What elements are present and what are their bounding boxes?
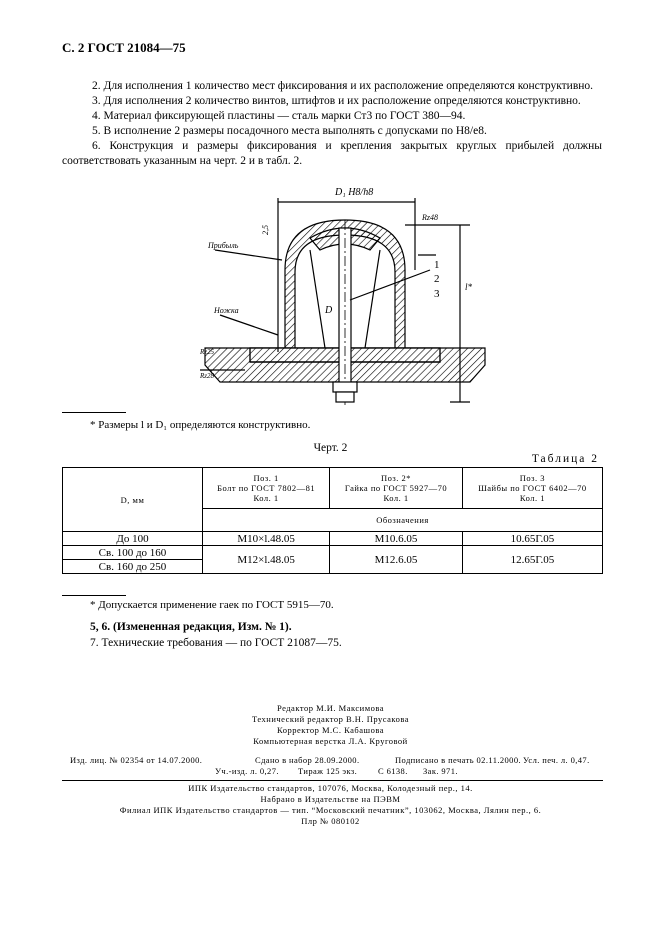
imprint-tech-editor: Технический редактор В.Н. Прусакова — [252, 714, 409, 724]
nut — [333, 382, 357, 392]
footer-plr: Плр № 080102 — [301, 816, 360, 826]
footer-typeset: Набрано в Издательстве на ПЭВМ — [260, 794, 401, 804]
note-edit: 5, 6. (Измененная редакция, Изм. № 1). — [90, 621, 292, 633]
designation-header: Обозначения — [203, 509, 603, 532]
footnote-2: * Допускается применение гаек по ГОСТ 5915—70. — [90, 599, 334, 611]
dim-rz48: Rz48 — [422, 213, 438, 222]
footer-rule — [62, 780, 603, 781]
row-c1-2: М12×l.48.05 — [203, 546, 330, 574]
technical-drawing — [190, 180, 490, 410]
washer — [336, 392, 354, 402]
note-7: 7. Технические требования — по ГОСТ 21087—75. — [90, 637, 342, 649]
paragraphs — [62, 79, 602, 169]
figure-caption: Черт. 2 — [313, 442, 348, 454]
dim-d: D — [325, 305, 333, 316]
footnote-rule — [62, 412, 126, 413]
row-c1-1: М10×l.48.05 — [203, 532, 330, 546]
pos-3: 3 — [434, 288, 440, 300]
dim-r25: 2,5 — [261, 225, 270, 235]
row-d-1: До 100 — [63, 532, 203, 546]
page-header: С. 2 ГОСТ 21084—75 — [62, 40, 186, 55]
col-header-3: Поз. 3 Шайбы по ГОСТ 6402—70 Кол. 1 — [462, 468, 602, 509]
pub-signed: Подписано в печать 02.11.2000. — [395, 755, 521, 765]
pos-1: 1 — [434, 259, 440, 271]
dim-rz28: Rz28 — [200, 372, 214, 380]
table-title: Таблица 2 — [531, 453, 599, 465]
pub-typeset: Сдано в набор 28.09.2000. — [255, 755, 360, 765]
paragraph-3: 3. Для исполнения 2 количество винтов, штифтов и их расположение определяются конструктивно. — [92, 95, 581, 107]
row-d-3: Св. 160 до 250 — [63, 560, 203, 574]
pub-run: Тираж 125 экз. — [298, 766, 358, 776]
paragraph-6: 6. Конструкция и размеры фиксирования и крепления закрытых круглых прибылей должны соответствовать указанным на черт. 2 и в табл. 2. — [62, 140, 602, 167]
col-header-2: Поз. 2* Гайка по ГОСТ 5927—70 Кол. 1 — [330, 468, 463, 509]
col-header-d: D, мм — [63, 468, 203, 532]
cone-line-left — [310, 250, 325, 348]
imprint-layout: Компьютерная верстка Л.А. Круговой — [253, 736, 408, 746]
label-nozhka: Ножка — [214, 306, 239, 315]
row-c3-2: 12.65Г.05 — [462, 546, 602, 574]
pub-edit-sheets: Уч.-изд. л. 0,27. — [215, 766, 279, 776]
table-2 — [62, 467, 603, 574]
imprint-corrector: Корректор М.С. Кабашова — [276, 725, 384, 735]
cone-line-right — [365, 250, 380, 348]
pub-order: Зак. 971. — [423, 766, 458, 776]
row-c2-2: М12.6.05 — [330, 546, 463, 574]
col-header-1: Поз. 1 Болт по ГОСТ 7802—81 Кол. 1 — [203, 468, 330, 509]
footer-branch: Филиал ИПК Издательство стандартов — тип. “Московский печатник”, 103062, Москва, Лялин пер., 6. — [119, 805, 542, 815]
pos-2: 2 — [434, 273, 440, 285]
footer-ipk: ИПК Издательство стандартов, 107076, Москва, Колодезный пер., 14. — [188, 783, 473, 793]
paragraph-4: 4. Материал фиксирующей пластины — сталь марки Ст3 по ГОСТ 380—94. — [92, 110, 466, 122]
row-c2-1: М10.6.05 — [330, 532, 463, 546]
dim-rz25: Rz25 — [200, 348, 214, 356]
imprint-editor: Редактор М.И. Максимова — [276, 703, 385, 713]
row-c3-1: 10.65Г.05 — [462, 532, 602, 546]
dim-l: l* — [465, 282, 473, 292]
paragraph-2: 2. Для исполнения 1 количество мест фиксирования и их расположение определяются конструктивно. — [92, 80, 594, 92]
pub-code: С 6138. — [378, 766, 408, 776]
footnote-1: * Размеры l и D₁ определяются конструктивно. — [90, 419, 311, 431]
pub-license: Изд. лиц. № 02354 от 14.07.2000. — [70, 755, 203, 765]
footnote-rule-2 — [62, 595, 126, 596]
label-probyl: Прибыль — [208, 241, 239, 250]
paragraph-5: 5. В исполнение 2 размеры посадочного места выполнять с допусками по H8/e8. — [92, 125, 487, 137]
dim-d1: D₁ H8/h8 — [335, 187, 374, 198]
row-d-2: Св. 100 до 160 — [63, 546, 203, 560]
pub-print-sheets: Усл. печ. л. 0,47. — [523, 755, 590, 765]
